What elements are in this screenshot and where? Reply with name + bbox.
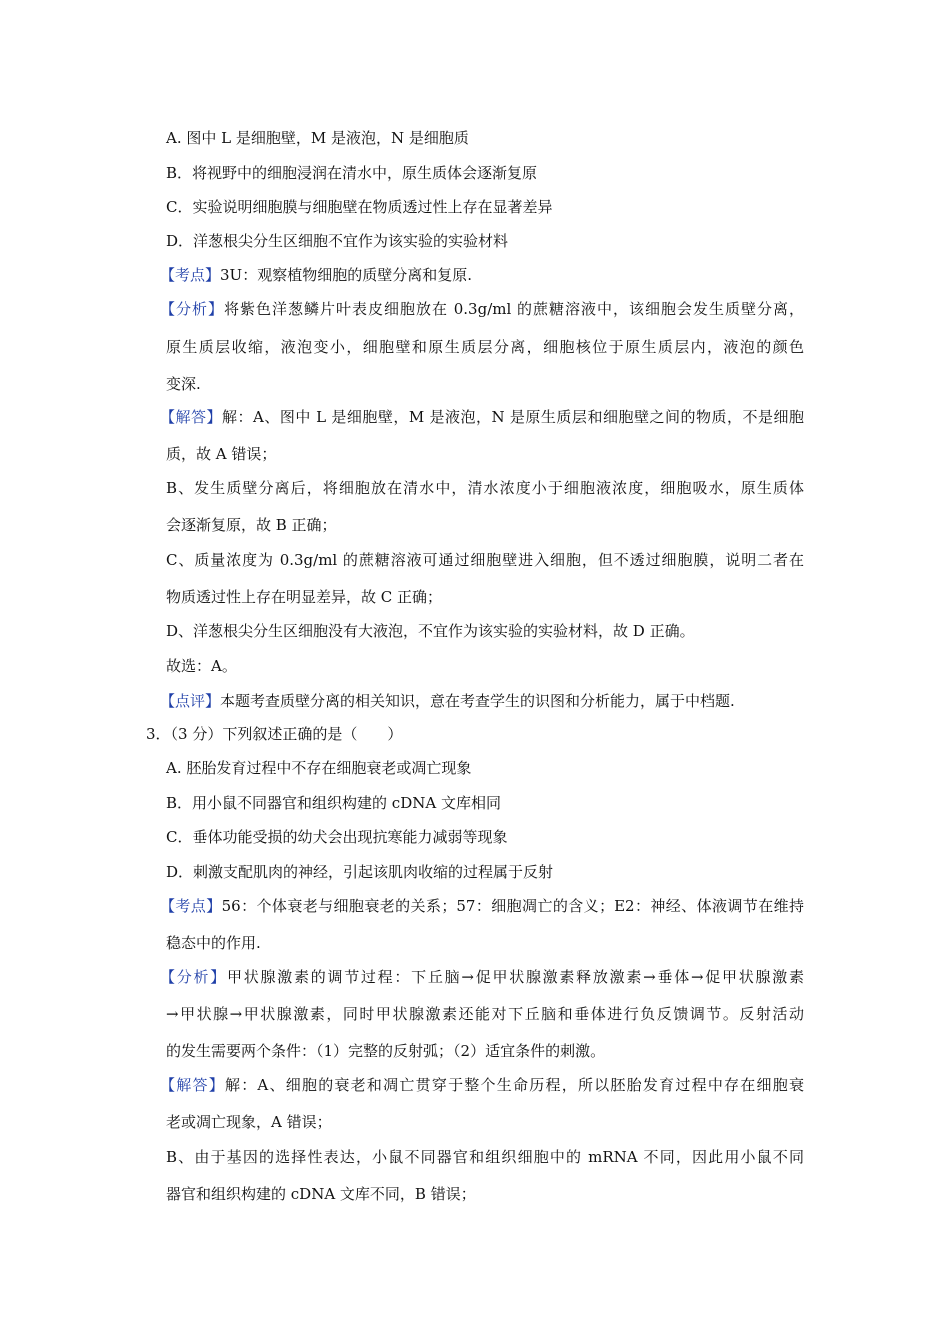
q2-option-a: A. 图中 L 是细胞壁，M 是液泡，N 是细胞质 — [166, 129, 469, 147]
q3-fenxi-line-2: →甲状腺→甲状腺激素，同时甲状腺激素还能对下丘脑和垂体进行负反馈调节。反射活动 — [166, 1005, 804, 1023]
q2-fenxi-line-3: 变深. — [166, 375, 201, 393]
q3-jieda-line-4: 器官和组织构建的 cDNA 文库不同，B 错误； — [166, 1185, 476, 1203]
q2-jieda-text-1: 解：A、图中 L 是细胞壁，M 是液泡，N 是原生质层和细胞壁之间的物质，不是细胞 — [222, 408, 804, 426]
q2-jieda-line-5: C、质量浓度为 0.3g/ml 的蔗糖溶液可通过细胞壁进入细胞，但不透过细胞膜，说明二者在 — [166, 551, 804, 569]
q2-fenxi-line-2: 原生质层收缩，液泡变小，细胞壁和原生质层分离，细胞核位于原生质层内，液泡的颜色 — [166, 338, 804, 356]
q3-kaodian-line-1 — [160, 896, 804, 916]
q2-fenxi-line-1 — [160, 299, 804, 319]
q3-fenxi-line-3: 的发生需要两个条件：（1）完整的反射弧；（2）适宜条件的刺激。 — [166, 1042, 606, 1060]
q2-dianping-text: 本题考查质壁分离的相关知识，意在考查学生的识图和分析能力，属于中档题. — [220, 692, 735, 710]
q2-option-c: C．实验说明细胞膜与细胞壁在物质透过性上存在显著差异 — [166, 198, 553, 216]
q2-jieda-line-8: 故选：A。 — [166, 657, 237, 675]
q2-jieda-line-6: 物质透过性上存在明显差异，故 C 正确； — [166, 588, 443, 606]
q2-dianping — [160, 691, 735, 711]
q2-option-d: D．洋葱根尖分生区细胞不宜作为该实验的实验材料 — [166, 232, 509, 250]
q3-kaodian-line-2: 稳态中的作用. — [166, 934, 261, 952]
q2-jieda-line-2: 质，故 A 错误； — [166, 445, 277, 463]
q2-jieda-line-1 — [160, 407, 804, 427]
q3-option-d: D．刺激支配肌肉的神经，引起该肌肉收缩的过程属于反射 — [166, 863, 554, 881]
q3-jieda-line-2: 老或凋亡现象，A 错误； — [166, 1113, 332, 1131]
q3-jieda-line-3: B、由于基因的选择性表达，小鼠不同器官和组织细胞中的 mRNA 不同，因此用小鼠不同 — [166, 1148, 804, 1166]
q3-option-a: A. 胚胎发育过程中不存在细胞衰老或凋亡现象 — [166, 759, 472, 777]
q2-kaodian-tag: 【考点】 — [160, 266, 221, 284]
q2-jieda-line-3: B、发生质壁分离后，将细胞放在清水中，清水浓度小于细胞液浓度，细胞吸水，原生质体 — [166, 479, 804, 497]
q2-fenxi-text-1: 将紫色洋葱鳞片叶表皮细胞放在 0.3g/ml 的蔗糖溶液中，该细胞会发生质壁分离， — [224, 300, 804, 318]
q3-kaodian-tag: 【考点】 — [160, 897, 222, 915]
q2-dianping-tag: 【点评】 — [160, 692, 221, 710]
q3-jieda-line-1 — [160, 1075, 804, 1095]
q3-fenxi-tag: 【分析】 — [160, 968, 227, 986]
q2-jieda-tag: 【解答】 — [160, 408, 223, 426]
q2-kaodian — [160, 265, 472, 285]
q2-jieda-line-4: 会逐渐复原，故 B 正确； — [166, 516, 337, 534]
q3-jieda-tag: 【解答】 — [160, 1076, 225, 1094]
q3-option-b: B．用小鼠不同器官和组织构建的 cDNA 文库相同 — [166, 794, 501, 812]
q3-stem: 3．（3 分）下列叙述正确的是（ ） — [146, 725, 403, 743]
q3-jieda-text-1: 解：A、细胞的衰老和凋亡贯穿于整个生命历程，所以胚胎发育过程中存在细胞衰 — [224, 1076, 804, 1094]
q2-jieda-line-7: D、洋葱根尖分生区细胞没有大液泡，不宜作为该实验的实验材料，故 D 正确。 — [166, 622, 695, 640]
q3-kaodian-text-1: 56：个体衰老与细胞衰老的关系；57：细胞凋亡的含义；E2：神经、体液调节在维持 — [221, 897, 804, 915]
q3-fenxi-text-1: 甲状腺激素的调节过程：下丘脑→促甲状腺激素释放激素→垂体→促甲状腺激素 — [226, 968, 804, 986]
q2-fenxi-tag: 【分析】 — [160, 300, 224, 318]
q2-option-b: B．将视野中的细胞浸润在清水中，原生质体会逐渐复原 — [166, 164, 538, 182]
q2-kaodian-text: 3U：观察植物细胞的质壁分离和复原. — [220, 266, 472, 284]
q3-fenxi-line-1 — [160, 967, 804, 987]
q3-option-c: C．垂体功能受损的幼犬会出现抗寒能力减弱等现象 — [166, 828, 508, 846]
